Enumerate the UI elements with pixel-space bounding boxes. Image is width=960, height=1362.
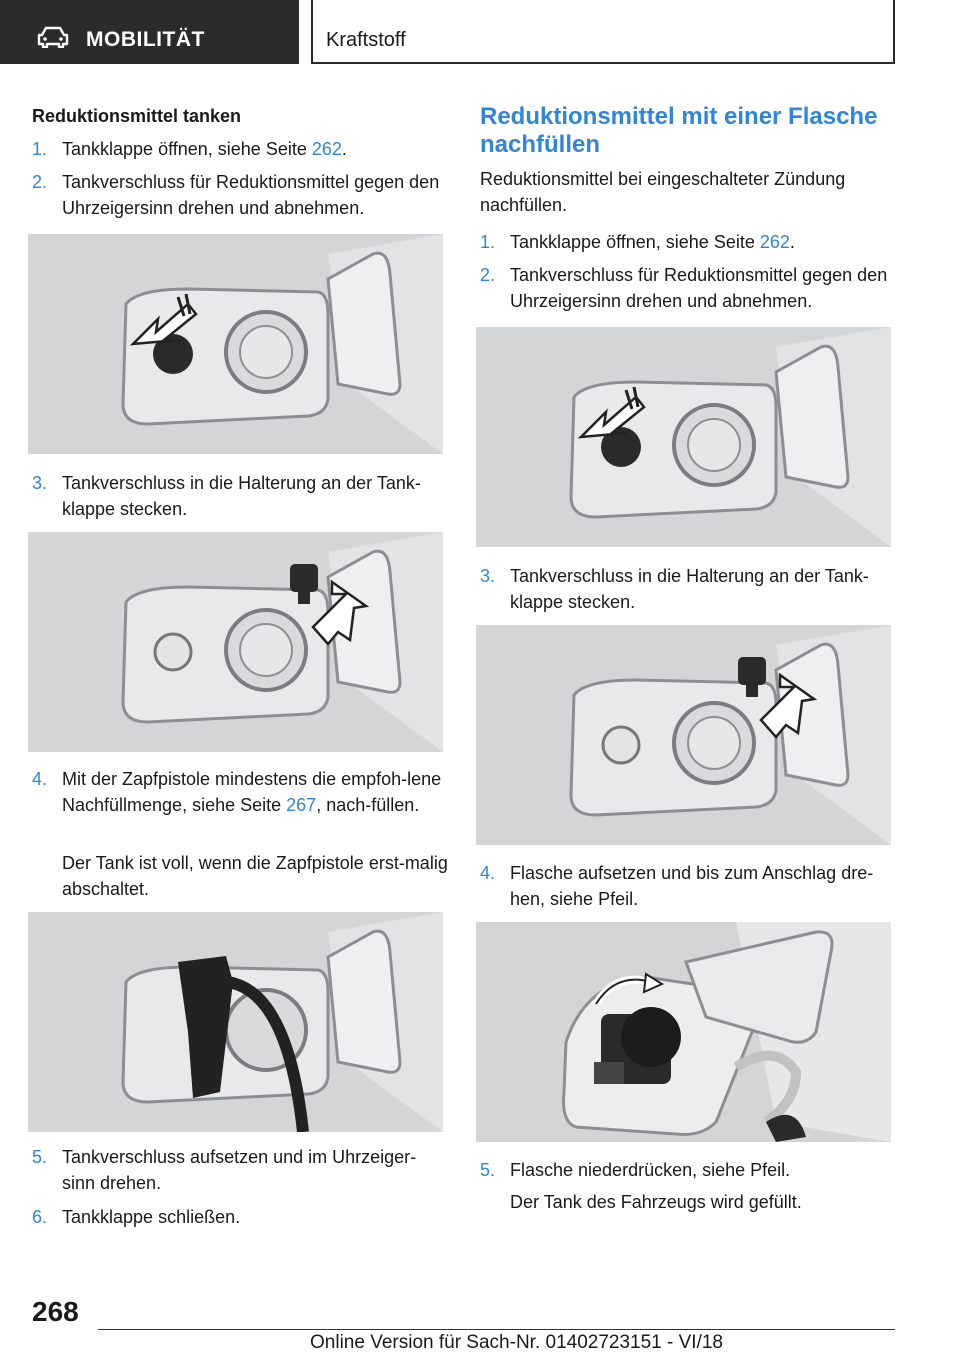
figure-bottle: [476, 922, 891, 1142]
page-title-box: [311, 0, 895, 64]
step-text: [510, 229, 896, 255]
figure-remove-cap-2: [476, 327, 891, 547]
step-text: Tankverschluss für Reduktionsmittel gegen den Uhrzeigersinn drehen und abnehmen.: [510, 265, 888, 311]
left-step-3: [32, 470, 448, 522]
step-number: 2.: [32, 172, 48, 192]
left-subheading: Reduktionsmittel tanken: [32, 106, 242, 126]
step-number: 5.: [480, 1160, 496, 1180]
page-link-262[interactable]: 262: [759, 232, 790, 252]
step-text: Tankverschluss für Reduktionsmittel gegen den Uhrzeigersinn drehen und abnehmen.: [62, 172, 440, 218]
right-step-5: [480, 1157, 896, 1183]
right-step-1: [480, 229, 896, 255]
step-text: Flasche aufsetzen und bis zum Anschlag dre-hen, siehe Pfeil.: [510, 863, 874, 909]
left-step-6: [32, 1204, 448, 1230]
step-number: 3.: [32, 473, 48, 493]
section-tab: [0, 0, 299, 64]
step-text-part: Tankklappe öffnen, siehe Seite: [510, 232, 760, 252]
step-text: Tankverschluss in die Halterung an der Tank-klappe stecken.: [510, 566, 869, 612]
section-label: MOBILITÄT: [86, 28, 205, 51]
step-text: [62, 136, 448, 162]
step-number: 6.: [32, 1207, 48, 1227]
footer-divider: [98, 1329, 895, 1330]
step-text: [62, 766, 448, 818]
step-text-part: , nach-füllen.: [316, 795, 420, 815]
step-number: 5.: [32, 1147, 48, 1167]
left-step-1: [32, 136, 448, 162]
right-step-5-note: Der Tank des Fahrzeugs wird gefüllt.: [510, 1192, 802, 1212]
right-step-4: [480, 860, 896, 912]
step-number: 4.: [32, 769, 48, 789]
step-text: Tankverschluss in die Halterung an der Tank-klappe stecken.: [62, 473, 421, 519]
step-text: Tankverschluss aufsetzen und im Uhrzeiger-sinn drehen.: [62, 1147, 417, 1193]
left-step-5: [32, 1144, 448, 1196]
page-link-262[interactable]: 262: [311, 139, 342, 159]
right-heading: Reduktionsmittel mit einer Flasche nachfüllen: [480, 103, 878, 158]
page-link-267[interactable]: 267: [286, 795, 317, 815]
step-text-part: .: [341, 139, 347, 159]
online-version-note: Online Version für Sach-Nr. 01402723151 - VI/18: [310, 1332, 723, 1353]
step-text-part: .: [789, 232, 795, 252]
figure-cap-holder: [28, 532, 443, 752]
page-title: Kraftstoff: [326, 29, 406, 51]
car-front-icon: [36, 26, 70, 48]
step-text: Flasche niederdrücken, siehe Pfeil.: [510, 1160, 791, 1180]
left-step-2: [32, 169, 448, 221]
page-number: 268: [32, 1296, 79, 1327]
figure-fuel-nozzle: [28, 912, 443, 1132]
step-number: 3.: [480, 566, 496, 586]
right-step-3: [480, 563, 896, 615]
step-text-part: Tankklappe öffnen, siehe Seite: [62, 139, 312, 159]
step-text: Tankklappe schließen.: [62, 1207, 241, 1227]
left-step-4-note: Der Tank ist voll, wenn die Zapfpistole erst-malig abschaltet.: [62, 853, 448, 899]
step-number: 1.: [480, 232, 496, 252]
step-text-part: Mit der Zapfpistole mindestens die empfoh-lene Nachfüllmenge, siehe Seite: [62, 769, 442, 815]
step-number: 4.: [480, 863, 496, 883]
figure-remove-cap: [28, 234, 443, 454]
step-number: 2.: [480, 265, 496, 285]
right-step-2: [480, 262, 896, 314]
figure-cap-holder-2: [476, 625, 891, 845]
left-step-4: [32, 766, 448, 844]
step-number: 1.: [32, 139, 48, 159]
right-intro: Reduktionsmittel bei eingeschalteter Zündung nachfüllen.: [480, 169, 846, 215]
